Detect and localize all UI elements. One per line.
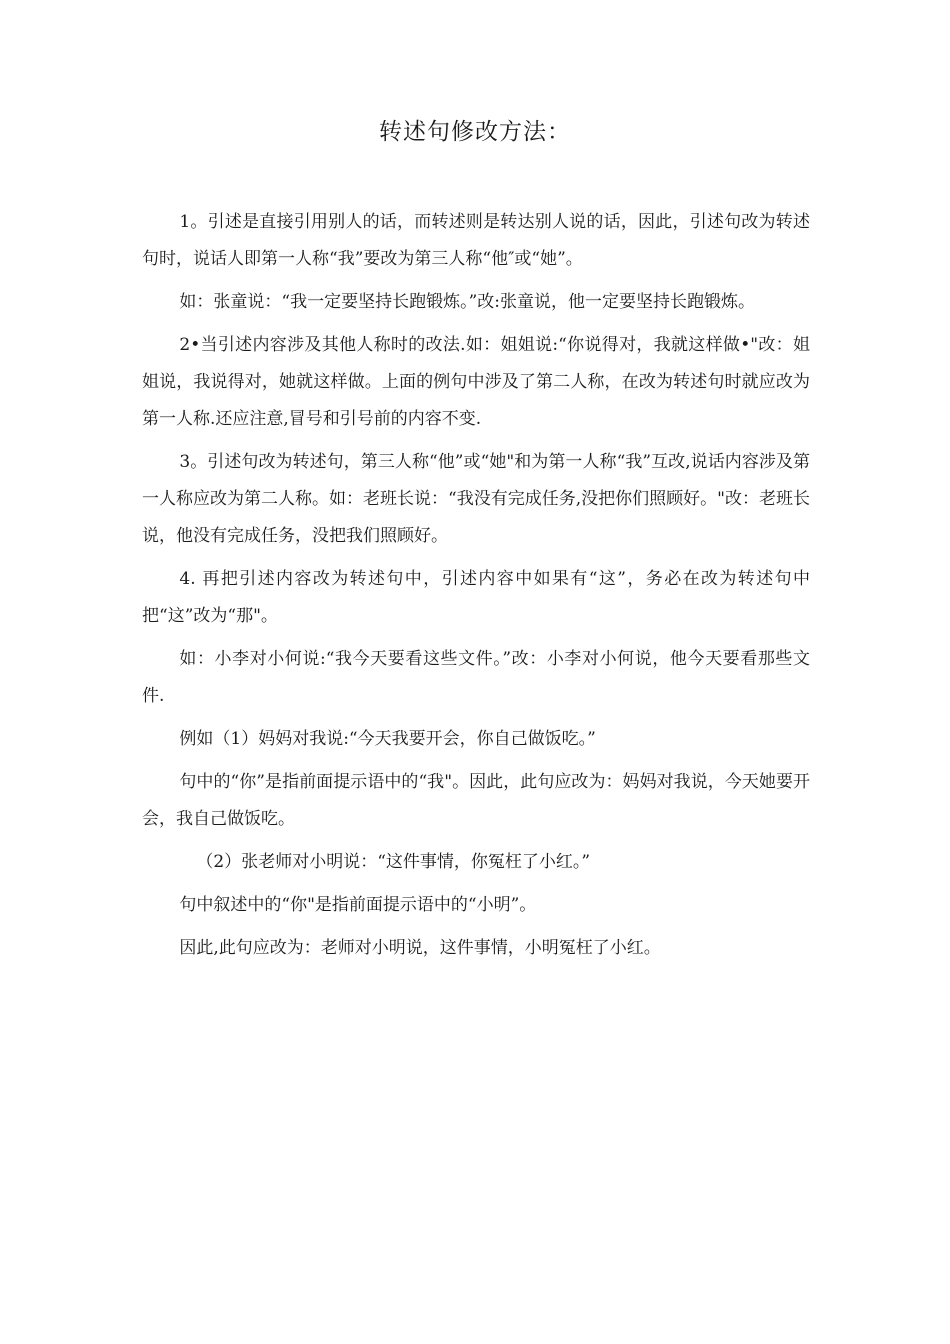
paragraph-explanation-b: 句中叙述中的“你"是指前面提示语中的“小明”。 — [179, 895, 537, 915]
document-title: 转述句修改方法： — [379, 119, 571, 145]
paragraph-rule-4: 4. 再把引述内容改为转述句中，引述内容中如果有“这”，务必在改为转述句中把“这”改为“那"。 — [142, 569, 810, 626]
paragraph-example-1: 如：张童说：“我一定要坚持长跑锻炼。”改:张童说，他一定要坚持长跑锻炼。 — [179, 292, 755, 312]
paragraph-rule-2: 2•当引述内容涉及其他人称时的改法.如：姐姐说:“你说得对，我就这样做•"改：姐姐说，我说得对，她就这样做。上面的例句中涉及了第二人称，在改为转述句时就应改为第一人称.还应注意,冒号和引号前的内容不变. — [142, 335, 810, 429]
paragraph-rule-1: 1。引述是直接引用别人的话，而转述则是转达别人说的话，因此，引述句改为转述句时，说话人即第一人称“我”要改为第三人称“他″或“她”。 — [142, 212, 810, 269]
paragraph-rule-3: 3。引述句改为转述句，第三人称“他”或“她"和为第一人称“我”互改,说话内容涉及第一人称应改为第二人称。如：老班长说：“我没有完成任务,没把你们照顾好。"改：老班长说，他没有完成任务，没把我们照顾好。 — [142, 452, 810, 546]
document-body — [142, 204, 810, 973]
paragraph-example-4: 如：小李对小何说:“我今天要看这些文件。”改：小李对小何说，他今天要看那些文件. — [142, 649, 810, 706]
paragraph-explanation-a: 句中的“你”是指前面提示语中的“我"。因此，此句应改为：妈妈对我说，今天她要开会，我自己做饭吃。 — [142, 772, 810, 829]
paragraph-example-b: （2）张老师对小明说：“这件事情，你冤枉了小红。” — [196, 852, 591, 872]
paragraph-answer-b: 因此,此句应改为：老师对小明说，这件事情，小明冤枉了小红。 — [179, 938, 661, 958]
paragraph-example-a: 例如（1）妈妈对我说:“今天我要开会，你自己做饭吃。” — [179, 729, 596, 749]
